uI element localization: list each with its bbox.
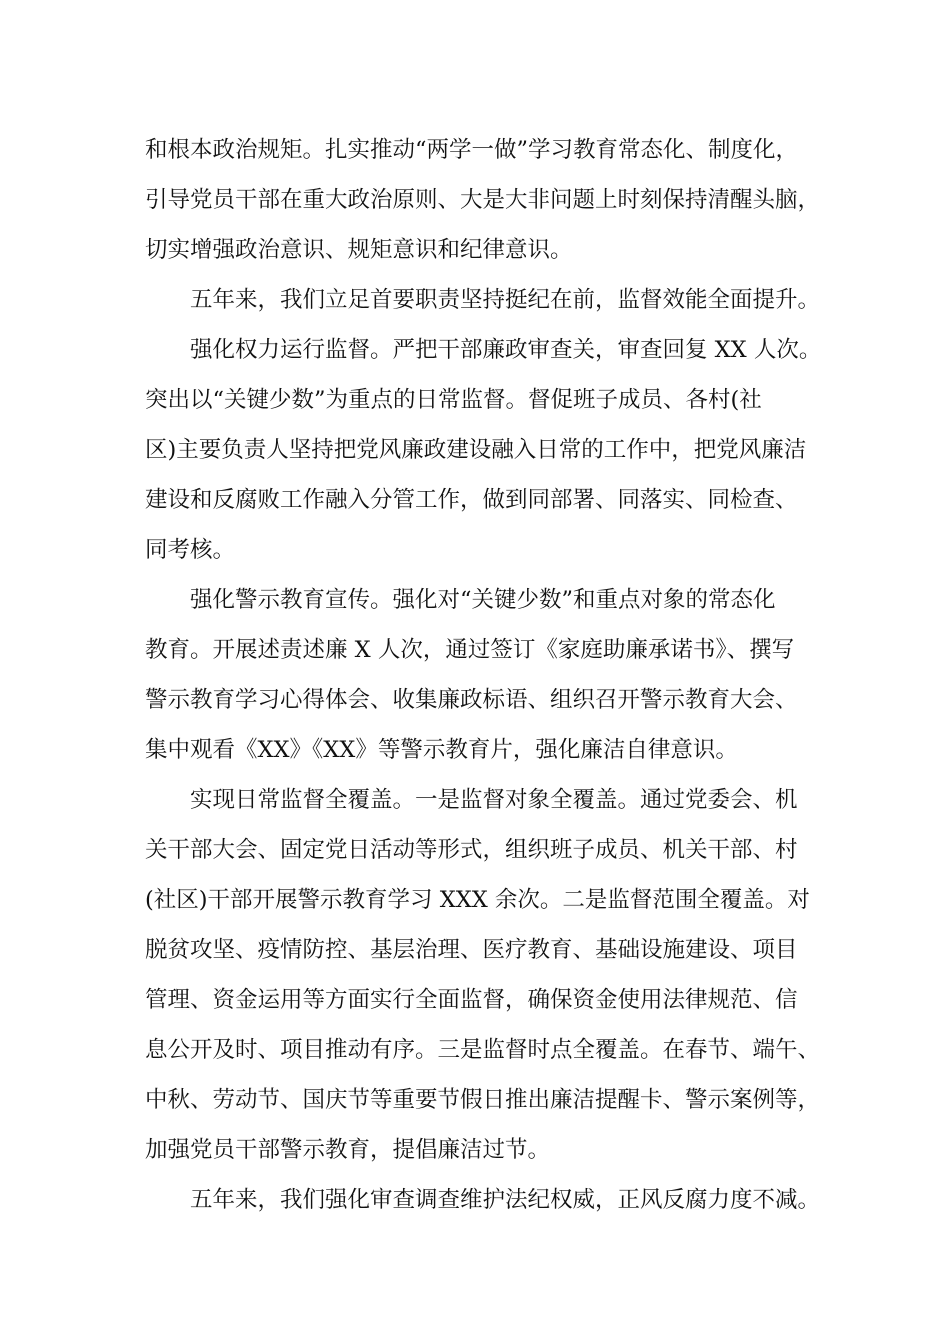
text-line: 同考核。 — [145, 537, 236, 563]
text-line: 切实增强政治意识、规矩意识和纪律意识。 — [145, 237, 573, 263]
text-line: (社区)干部开展警示教育学习 XXX 余次。二是监督范围全覆盖。对 — [145, 887, 810, 913]
text-line: 区)主要负责人坚持把党风廉政建设融入日常的工作中，把党风廉洁 — [145, 437, 807, 463]
text-line: 五年来，我们强化审查调查维护法纪权威，正风反腐力度不减。 — [190, 1187, 821, 1213]
text-line: 实现日常监督全覆盖。一是监督对象全覆盖。通过党委会、机 — [190, 787, 798, 813]
text-line: 脱贫攻坚、疫情防控、基层治理、医疗教育、基础设施建设、项目 — [145, 937, 798, 963]
text-line: 息公开及时、项目推动有序。三是监督时点全覆盖。在春节、端午、 — [145, 1037, 821, 1063]
paragraph-1 — [145, 125, 821, 275]
text-line: 突出以“关键少数”为重点的日常监督。督促班子成员、各村(社 — [145, 387, 762, 413]
text-line: 集中观看《XX》《XX》等警示教育片，强化廉洁自律意识。 — [145, 737, 738, 763]
text-line: 警示教育学习心得体会、收集廉政标语、组织召开警示教育大会、 — [145, 687, 798, 713]
text-line: 管理、资金运用等方面实行全面监督，确保资金使用法律规范、信 — [145, 987, 798, 1013]
paragraph-2 — [145, 275, 821, 325]
text-line: 中秋、劳动节、国庆节等重要节假日推出廉洁提醒卡、警示案例等， — [145, 1087, 821, 1113]
text-line: 和根本政治规矩。扎实推动“两学一做”学习教育常态化、制度化， — [145, 137, 799, 163]
text-line: 教育。开展述责述廉 X 人次，通过签订《家庭助廉承诺书》、撰写 — [145, 637, 795, 663]
text-line: 引导党员干部在重大政治原则、大是大非问题上时刻保持清醒头脑， — [145, 187, 821, 213]
document-body — [145, 125, 822, 1225]
text-line: 五年来，我们立足首要职责坚持挺纪在前，监督效能全面提升。 — [190, 287, 821, 313]
paragraph-4 — [145, 575, 810, 775]
paragraph-5 — [145, 775, 821, 1175]
paragraph-6 — [145, 1175, 821, 1225]
text-line: 强化权力运行监督。严把干部廉政审查关，审查回复 XX 人次。 — [190, 337, 822, 363]
text-line: 关干部大会、固定党日活动等形式，组织班子成员、机关干部、村 — [145, 837, 798, 863]
text-line: 建设和反腐败工作融入分管工作，做到同部署、同落实、同检查、 — [145, 487, 798, 513]
text-line: 加强党员干部警示教育，提倡廉洁过节。 — [145, 1137, 551, 1163]
text-line: 强化警示教育宣传。强化对“关键少数”和重点对象的常态化 — [190, 587, 776, 613]
paragraph-3 — [145, 325, 822, 575]
